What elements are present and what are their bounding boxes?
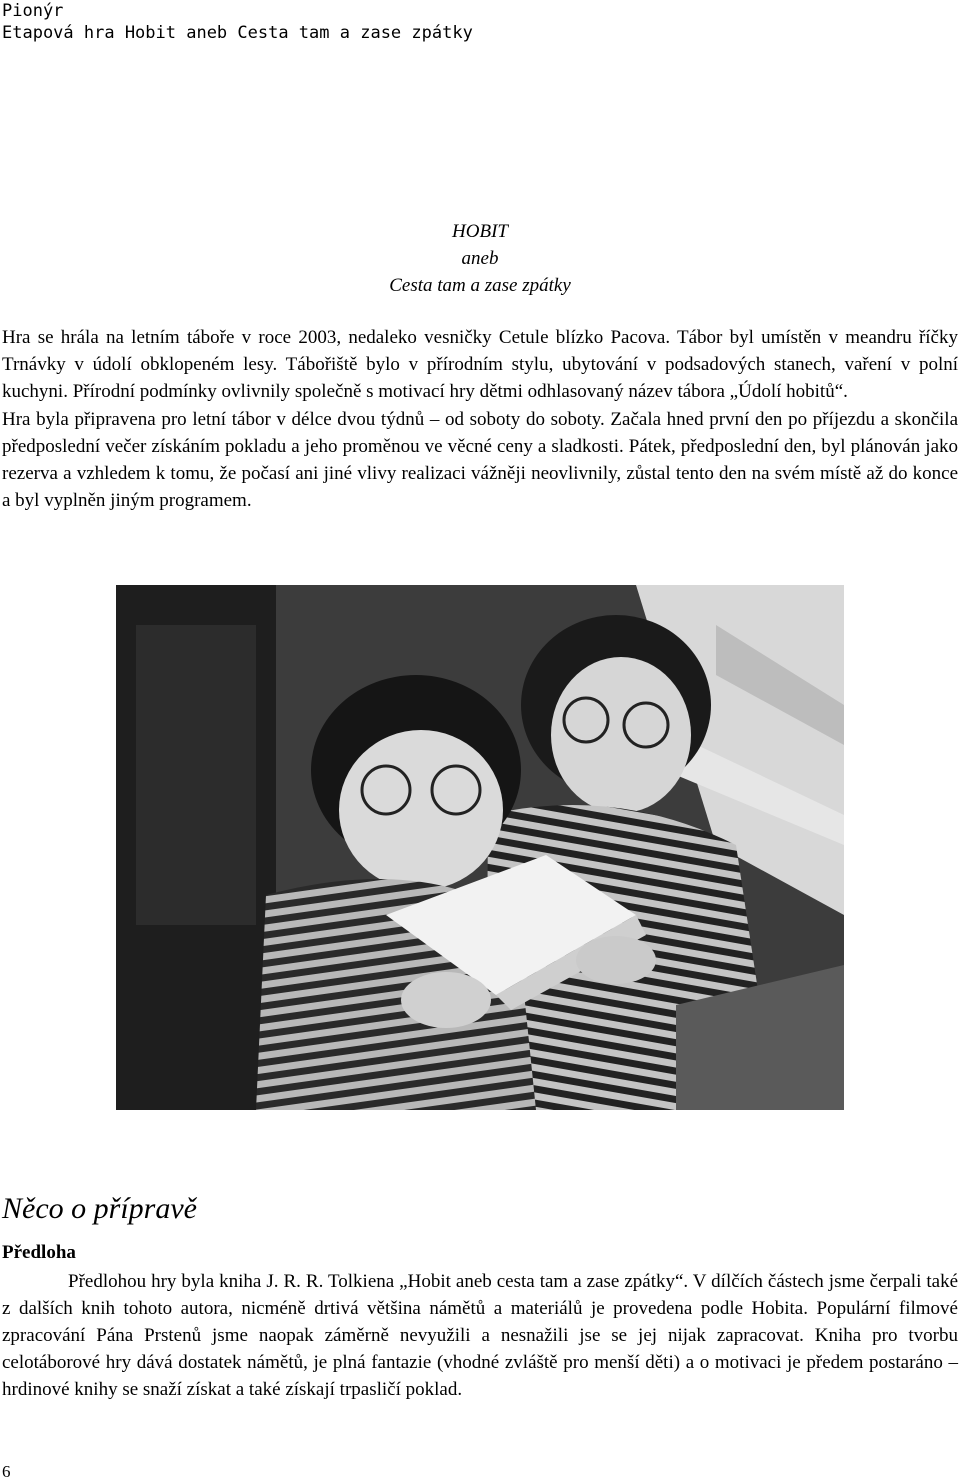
subsection-heading: Předloha	[2, 1242, 76, 1263]
header-subtitle: Etapová hra Hobit aneb Cesta tam a zase zpátky	[2, 23, 473, 43]
title-line-3: Cesta tam a zase zpátky	[389, 275, 571, 296]
intro-text	[2, 324, 958, 514]
header-org: Pionýr	[2, 1, 64, 21]
subsection-paragraph: Předlohou hry byla kniha J. R. R. Tolkiena „Hobit aneb cesta tam a zase zpátky“. V dílčích částech jsme čerpali také z dalších knih tohoto autora, nicméně drtivá většina námětů a materiálů je provedena podle Hobita. Populární filmové zpracování Pána Prstenů jsme naopak záměrně nevyužili a nesnažili jse se jej nijak zapracovat. Kniha pro tvorbu celotáborové hry dává dostatek námětů, je plná fantazie (vhodné zvláště pro menší děti) a o motivaci je předem postaráno – hrdinové knihy se snaží získat a také získají trpasličí poklad.	[2, 1271, 958, 1400]
section-title: Něco o přípravě	[2, 1192, 197, 1225]
title-line-1: HOBIT	[452, 221, 508, 242]
intro-paragraph-2: Hra byla připravena pro letní tábor v délce dvou týdnů – od soboty do soboty. Začala hned první den po příjezdu a skončila předposlední večer získáním pokladu a jeho proměnou ve věcné ceny a sladkosti. Pátek, předposlední den, byl plánován jako rezerva a vzhledem k tomu, že počasí ani jiné vlivy realizaci vážněji neovlivnily, zůstal tento den na svém místě až do konce a byl vyplněn jiným programem.	[2, 408, 958, 512]
photo-children-reading	[116, 585, 844, 1110]
page-header	[2, 0, 473, 44]
title-line-2: aneb	[461, 248, 499, 269]
intro-paragraph-1: Hra se hrála na letním táboře v roce 2003, nedaleko vesničky Cetule blízko Pacova. Tábor byl umístěn v meandru říčky Trnávky v údolí obklopeném lesy. Tábořiště bylo v přírodním stylu, ubytování v podsadových stanech, vaření v polní kuchyni. Přírodní podmínky ovlivnily společně s motivací hry dětmi odhlasovaný název tábora „Údolí hobitů“.	[2, 327, 958, 403]
page-number: 6	[2, 1462, 11, 1481]
document-title	[0, 218, 960, 299]
